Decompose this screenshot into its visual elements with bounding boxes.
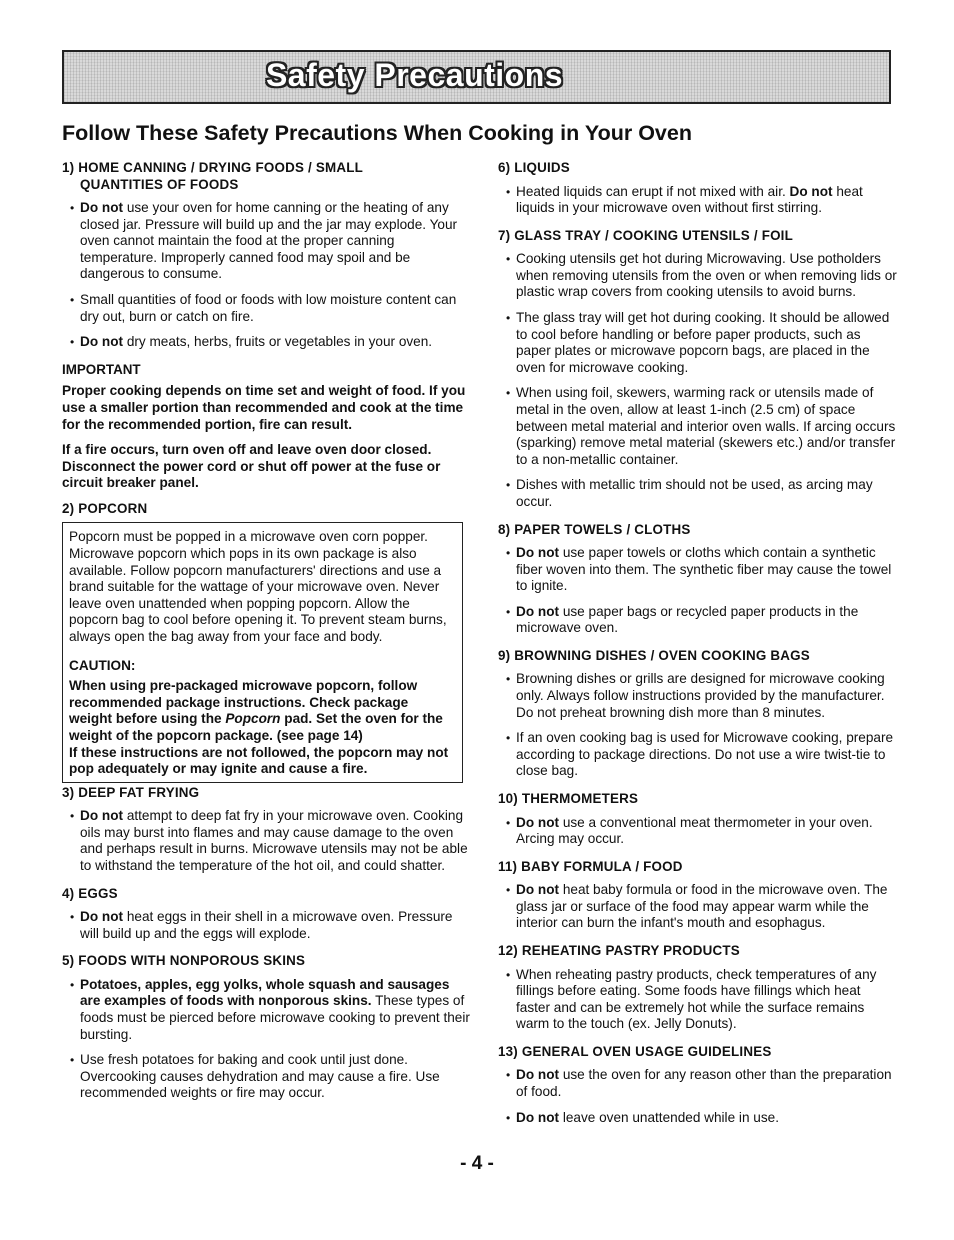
section-general-usage <box>498 1044 898 1126</box>
popcorn-box <box>62 522 463 782</box>
section-liquids <box>498 160 898 217</box>
caution-text: When using pre-packaged microwave popcorn, follow recommended package instructions. Check package weight before using the Popcorn pad. Set the oven for the weight of the popcorn package. (see page 14) If these instructions are not followed, the popcorn may not pop adequately or may ignite and cause a fire. <box>69 678 449 777</box>
section-reheating-pastry <box>498 943 898 1033</box>
heading-line: QUANTITIES OF FOODS <box>80 176 239 192</box>
bullet-item: • Heated liquids can erupt if not mixed with air. Do not heat liquids in your microwave oven without first stirring. <box>498 184 898 217</box>
section-heading: 7) GLASS TRAY / COOKING UTENSILS / FOIL <box>498 227 793 243</box>
important-paragraph: Proper cooking depends on time set and weight of food. If you use a smaller portion than recommended and cook at the time for the recommended portion, fire can result. <box>62 383 466 432</box>
bullet-item: • Do not heat baby formula or food in the microwave oven. The glass jar or surface of the food may appear warm while the interior can burn the infant's mouth and esophagus. <box>498 882 898 932</box>
section-banner <box>62 50 891 104</box>
bullet-item: • Do not use paper bags or recycled paper products in the microwave oven. <box>498 604 898 637</box>
popcorn-text: Popcorn must be popped in a microwave oven corn popper. Microwave popcorn which pops in its own package is also available. Follow popcorn manufacturers' directions and use a brand suitable for the wattage of your microwave oven. Never leave oven unattended when popping popcorn. Allow the popcorn bag to cool before opening it. To prevent steam burns, always open the bag away from your face and body. <box>69 529 447 644</box>
section-heading: 11) BABY FORMULA / FOOD <box>498 858 683 874</box>
bullet-item: • Do not use a conventional meat thermometer in your oven. Arcing may occur. <box>498 815 898 848</box>
bullet-item: • Do not use your oven for home canning or the heating of any closed jar. Pressure will build up and the jar may explode. Your oven cannot maintain the food at the proper canning temperature. Improperly canned food may spoil and be dangerous to consume. <box>62 200 470 283</box>
important-label: IMPORTANT <box>62 361 141 377</box>
bullet-item: • Do not heat eggs in their shell in a microwave oven. Pressure will build up and the eggs will explode. <box>62 909 470 942</box>
section-paper-towels <box>498 522 898 637</box>
bullet-item: • Do not use paper towels or cloths which contain a synthetic fiber woven into them. The synthetic fiber may cause the towel to ignite. <box>498 545 898 595</box>
page-subtitle: Follow These Safety Precautions When Cooking in Your Oven <box>62 121 692 145</box>
banner-title: Safety Precautions <box>265 56 564 93</box>
section-heading: 12) REHEATING PASTRY PRODUCTS <box>498 943 740 958</box>
section-popcorn <box>62 501 470 783</box>
section-heading: 10) THERMOMETERS <box>498 791 639 807</box>
section-heading: 8) PAPER TOWELS / CLOTHS <box>498 521 691 537</box>
bullet-item: • Do not attempt to deep fat fry in your microwave oven. Cooking oils may burst into flames and may cause damage to the oven and perhaps result in burns. Microwave utensils may not be able to withstand the temperature of the hot oil, and could shatter. <box>62 808 470 874</box>
right-column <box>498 160 898 1137</box>
heading-line: 1) HOME CANNING / DRYING FOODS / SMALL <box>62 160 363 175</box>
section-thermometers <box>498 791 898 848</box>
bullet-item: • If an oven cooking bag is used for Microwave cooking, prepare according to package directions. Do not use a wire twist-tie to close bag. <box>498 730 898 780</box>
section-eggs <box>62 886 470 943</box>
section-heading: 13) GENERAL OVEN USAGE GUIDELINES <box>498 1043 772 1059</box>
bullet-item: • Do not dry meats, herbs, fruits or vegetables in your oven. <box>62 334 470 351</box>
bullet-item: • When reheating pastry products, check temperatures of any fillings before eating. Some foods have fillings which heat faster and can be extremely hot while the surface remains warm to the touch (ex. Jelly Donuts). <box>498 967 898 1033</box>
left-column <box>62 160 470 1113</box>
fire-instruction-paragraph: If a fire occurs, turn oven off and leave oven door closed. Disconnect the power cord or shut off power at the fuse or circuit breaker panel. <box>62 442 441 491</box>
section-heading: 4) EGGS <box>62 885 118 901</box>
bullet-item: • When using foil, skewers, warming rack or utensils made of metal in the oven, allow at least 1-inch (2.5 cm) of space between metal material and interior oven walls. If arcing occurs (sparking) remove metal material (skewers etc.) and/or transfer to a non-metallic container. <box>498 385 898 468</box>
section-glass-tray <box>498 228 898 511</box>
bullet-item: • Do not leave oven unattended while in use. <box>498 1110 898 1127</box>
bullet-item: • Cooking utensils get hot during Microwaving. Use potholders when removing utensils from the oven or when removing lids or plastic wrap covers from cooking utensils to avoid burns. <box>498 251 898 301</box>
bullet-item: • Browning dishes or grills are designed for microwave cooking only. Always follow instructions provided by the manufacturer. Do not preheat browning dish more than 8 minutes. <box>498 671 898 721</box>
section-baby-formula <box>498 859 898 932</box>
bullet-item: • Potatoes, apples, egg yolks, whole squash and sausages are examples of foods with nonporous skins. These types of foods must be pierced before microwave cooking to prevent their bursting. <box>62 977 470 1043</box>
section-heading <box>62 160 470 193</box>
page-number: - 4 - <box>460 1153 494 1174</box>
section-deep-fat-frying <box>62 785 470 875</box>
section-nonporous-skins <box>62 953 470 1102</box>
bullet-item: • Use fresh potatoes for baking and cook until just done. Overcooking causes dehydration and may cause a fire. Use recommended weights or fire may occur. <box>62 1052 470 1102</box>
section-heading: 9) BROWNING DISHES / OVEN COOKING BAGS <box>498 647 810 663</box>
caution-label: CAUTION: <box>69 657 136 673</box>
section-browning-dishes <box>498 648 898 780</box>
section-home-canning <box>62 160 470 351</box>
bullet-item: • Do not use the oven for any reason other than the preparation of food. <box>498 1067 898 1100</box>
section-heading: 2) POPCORN <box>62 500 148 516</box>
section-heading: 5) FOODS WITH NONPOROUS SKINS <box>62 953 306 969</box>
important-notice <box>62 362 470 492</box>
section-heading: 3) DEEP FAT FRYING <box>62 784 200 800</box>
bullet-item: • The glass tray will get hot during cooking. It should be allowed to cool before handling or before paper products, such as paper plates or microwave popcorn bags, are placed in the oven for microwave cooking. <box>498 310 898 376</box>
bullet-item: • Small quantities of food or foods with low moisture content can dry out, burn or catch on fire. <box>62 292 470 325</box>
section-heading: 6) LIQUIDS <box>498 160 570 175</box>
bullet-item: • Dishes with metallic trim should not be used, as arcing may occur. <box>498 477 898 510</box>
